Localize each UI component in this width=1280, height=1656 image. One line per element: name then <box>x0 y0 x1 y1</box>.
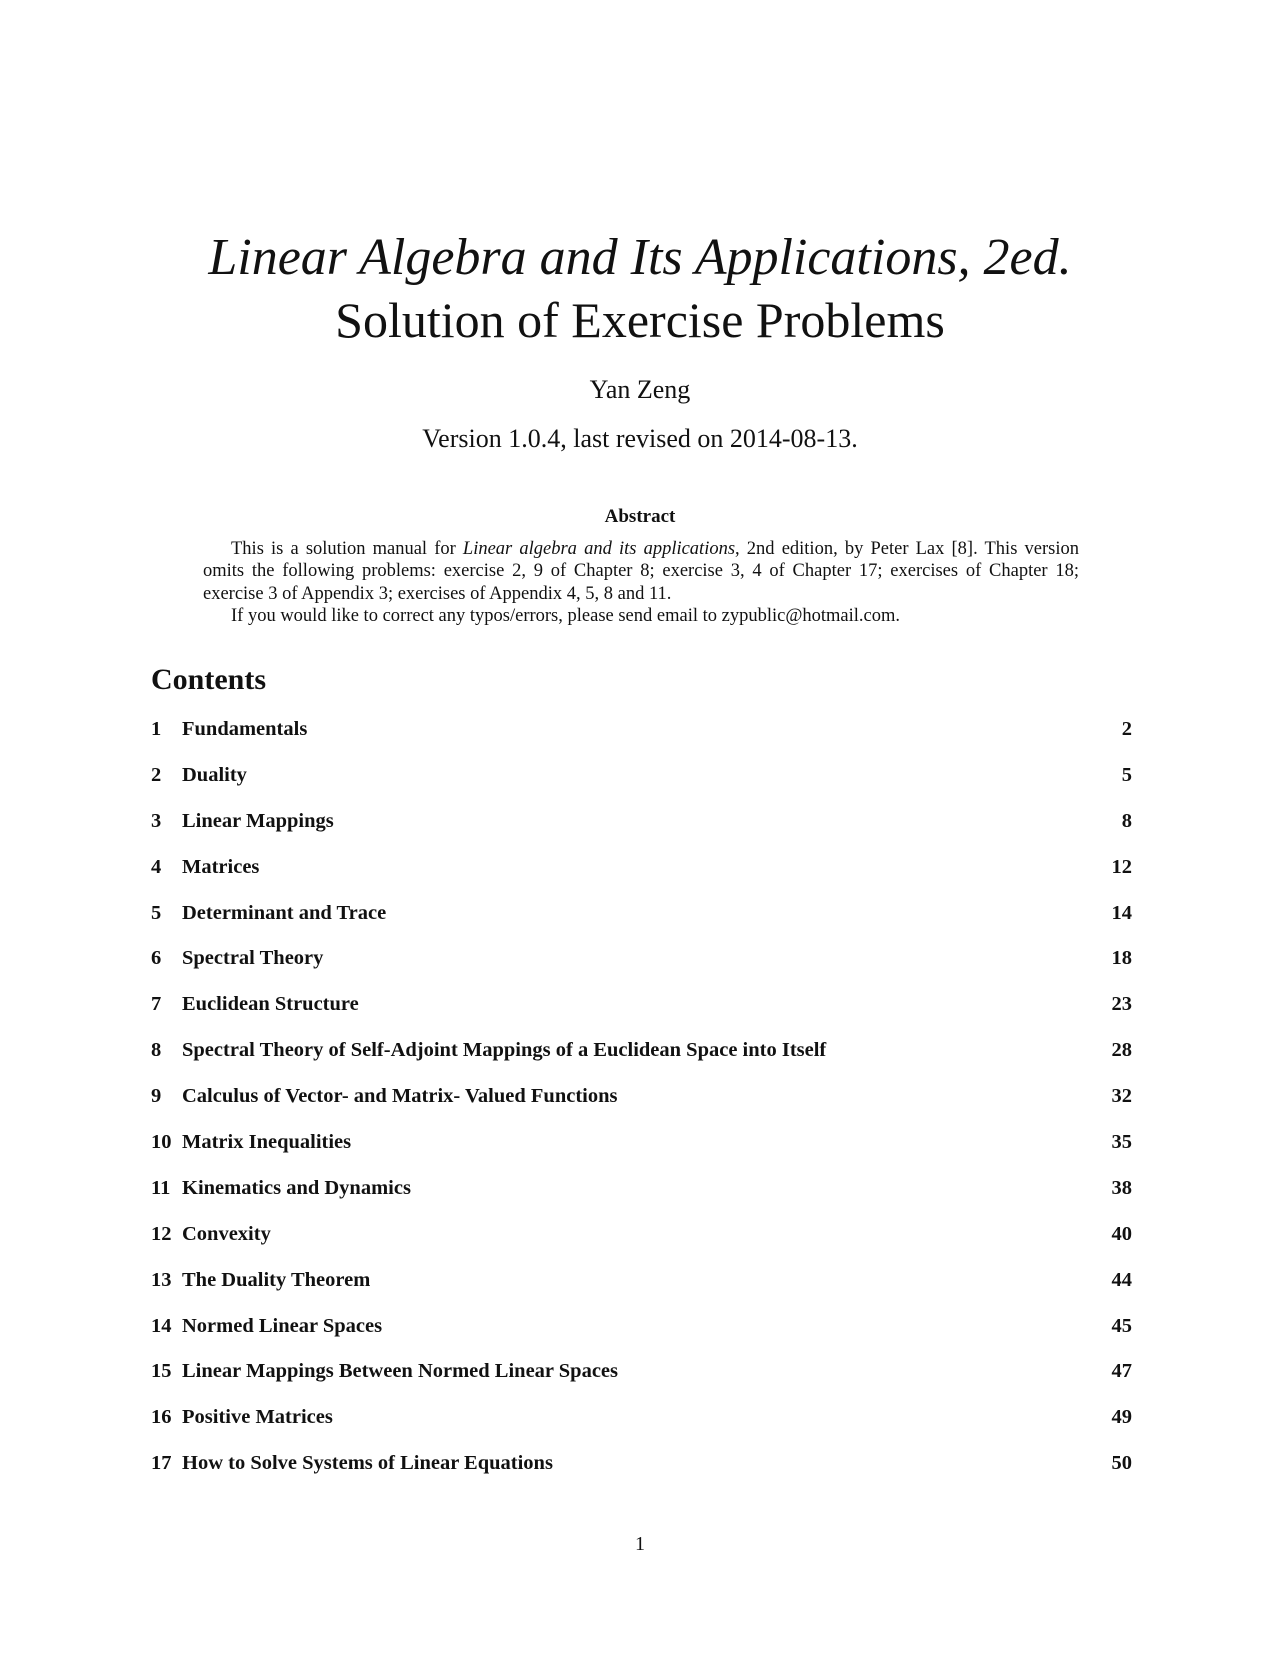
toc-entry-page[interactable]: 32 <box>1111 1085 1132 1108</box>
toc-entry-number: 2 <box>151 763 162 786</box>
toc-entry-number: 11 <box>151 1176 171 1199</box>
toc-entry-page[interactable]: 5 <box>1121 763 1132 786</box>
toc-entry-title[interactable]: Calculus of Vector- and Matrix- Valued Functions <box>182 1085 618 1108</box>
toc-entry-number: 10 <box>151 1131 172 1154</box>
toc-entry-number: 8 <box>151 1039 162 1062</box>
toc-entry[interactable] <box>151 1037 1132 1083</box>
toc-entry-number: 1 <box>151 718 162 740</box>
toc-entry-number: 5 <box>151 901 162 924</box>
toc-entry[interactable] <box>151 1450 1132 1496</box>
toc-entry-title[interactable]: Fundamentals <box>182 718 308 740</box>
toc-entry[interactable] <box>151 991 1132 1037</box>
book-title: Linear algebra and its applications <box>462 539 736 559</box>
toc-entry-number: 17 <box>151 1452 172 1475</box>
toc-entry[interactable] <box>151 1129 1132 1175</box>
toc-entry-page[interactable]: 12 <box>1111 855 1132 878</box>
toc-entry-number: 6 <box>151 947 162 970</box>
toc-entry-number: 14 <box>151 1314 172 1337</box>
toc-entry-title[interactable]: Linear Mappings Between Normed Linear Spaces <box>182 1360 619 1383</box>
toc-entry-title[interactable]: Spectral Theory <box>182 947 324 970</box>
table-of-contents <box>151 716 1132 1496</box>
abstract-paragraph <box>203 538 1079 605</box>
toc-entry-title[interactable]: The Duality Theorem <box>182 1268 371 1291</box>
toc-entry[interactable] <box>151 1267 1132 1313</box>
toc-entry-page[interactable]: 18 <box>1111 947 1132 970</box>
toc-entry-page[interactable]: 50 <box>1111 1452 1132 1475</box>
toc-entry-page[interactable]: 45 <box>1111 1314 1132 1337</box>
contents-heading: Contents <box>151 663 267 696</box>
toc-entry-page[interactable]: 28 <box>1111 1039 1132 1062</box>
toc-entry-number: 13 <box>151 1268 172 1291</box>
toc-entry[interactable] <box>151 1313 1132 1359</box>
toc-entry-title[interactable]: Positive Matrices <box>182 1406 333 1429</box>
toc-entry-page[interactable]: 2 <box>1121 718 1132 740</box>
abstract-text: This is a solution manual for <box>231 539 463 559</box>
toc-entry-page[interactable]: 23 <box>1111 993 1132 1016</box>
toc-entry-page[interactable]: 44 <box>1111 1268 1132 1291</box>
toc-entry-title[interactable]: Convexity <box>182 1222 271 1245</box>
abstract-contact: If you would like to correct any typos/errors, please send email to zypublic@hotmail.com. <box>231 606 900 627</box>
toc-entry[interactable] <box>151 808 1132 854</box>
toc-entry-number: 12 <box>151 1222 172 1245</box>
toc-entry-number: 7 <box>151 993 162 1016</box>
toc-entry-title[interactable]: How to Solve Systems of Linear Equations <box>182 1452 553 1475</box>
toc-entry-title[interactable]: Duality <box>182 763 247 786</box>
toc-entry[interactable] <box>151 945 1132 991</box>
toc-entry-title[interactable]: Determinant and Trace <box>182 901 387 924</box>
toc-entry-number: 4 <box>151 855 162 878</box>
toc-entry[interactable] <box>151 716 1132 762</box>
toc-entry-number: 3 <box>151 809 162 832</box>
abstract-heading: Abstract <box>604 506 676 527</box>
toc-entry-title[interactable]: Normed Linear Spaces <box>182 1314 383 1337</box>
toc-entry-title[interactable]: Euclidean Structure <box>182 993 359 1016</box>
document-subtitle: Solution of Exercise Problems <box>335 292 945 348</box>
version-line: Version 1.0.4, last revised on 2014-08-13. <box>422 424 858 453</box>
toc-entry-page[interactable]: 8 <box>1121 809 1132 832</box>
toc-entry-page[interactable]: 35 <box>1111 1131 1132 1154</box>
page-number: 1 <box>635 1533 645 1555</box>
author: Yan Zeng <box>589 375 691 404</box>
toc-entry-title[interactable]: Kinematics and Dynamics <box>182 1176 411 1199</box>
toc-entry-title[interactable]: Linear Mappings <box>182 809 334 832</box>
toc-entry-title[interactable]: Matrices <box>182 855 260 878</box>
toc-entry[interactable] <box>151 1404 1132 1450</box>
toc-entry[interactable] <box>151 1221 1132 1267</box>
toc-entry[interactable] <box>151 1175 1132 1221</box>
toc-entry[interactable] <box>151 854 1132 900</box>
toc-entry[interactable] <box>151 762 1132 808</box>
document-title: Linear Algebra and Its Applications, 2ed. <box>208 229 1072 286</box>
toc-entry-page[interactable]: 49 <box>1111 1406 1132 1429</box>
toc-entry-title[interactable]: Spectral Theory of Self-Adjoint Mappings of a Euclidean Space into Itself <box>182 1039 827 1062</box>
toc-entry-number: 16 <box>151 1406 172 1429</box>
toc-entry-page[interactable]: 38 <box>1111 1176 1132 1199</box>
abstract-body <box>203 538 1079 628</box>
toc-entry[interactable] <box>151 900 1132 946</box>
abstract-text: , 2nd edition, by Peter Lax [8]. This version omits the following problems: exercise 2, 9 of Chapter 8; exercise 3, 4 of Chapter 17; exercises of Chapter 18; exercise 3 of Appendix 3; exercises of Appendix 4, 5, 8 and 11. <box>203 539 1079 604</box>
toc-entry[interactable] <box>151 1358 1132 1404</box>
toc-entry-page[interactable]: 14 <box>1111 901 1132 924</box>
toc-entry-title[interactable]: Matrix Inequalities <box>182 1131 352 1154</box>
toc-entry-number: 15 <box>151 1360 172 1383</box>
toc-entry-number: 9 <box>151 1085 162 1108</box>
toc-entry[interactable] <box>151 1083 1132 1129</box>
toc-entry-page[interactable]: 47 <box>1111 1360 1132 1383</box>
toc-entry-page[interactable]: 40 <box>1111 1222 1132 1245</box>
